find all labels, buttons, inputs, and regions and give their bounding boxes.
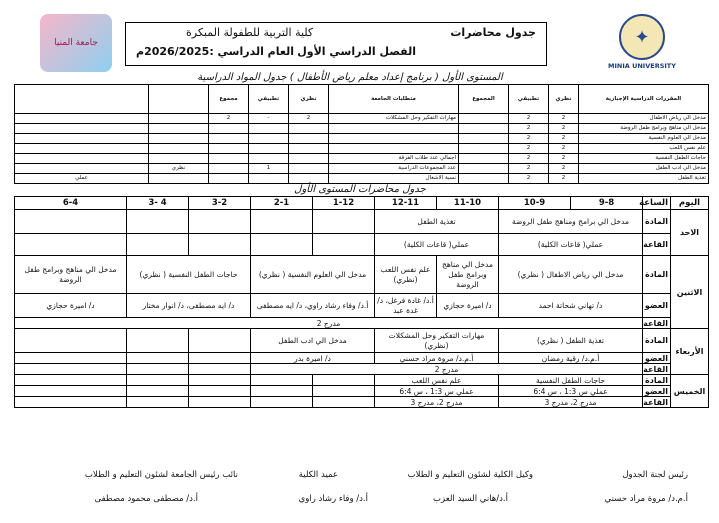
table-cell (289, 134, 329, 144)
table-cell (459, 154, 509, 164)
schedule-cell: مدخل الي رياض الاطفال ( نظري) (499, 256, 643, 294)
schedule-cell: أ.د/ وفاء رشاد راوي، د/ ايه مصطفى (251, 294, 375, 318)
table-cell (459, 164, 509, 174)
schedule-cell: مدرج 2، مدرج 3 (499, 397, 643, 408)
table-cell (289, 164, 329, 174)
table-cell (15, 154, 149, 164)
table-cell (329, 134, 459, 144)
table-header-cell: المقررات الدراسية الإجبارية (579, 85, 709, 114)
slot-header: 10-9 (499, 197, 571, 210)
table-cell: 2 (289, 114, 329, 124)
schedule-cell (15, 210, 127, 234)
schedule-cell (189, 364, 251, 375)
slot-header: 4 -3 (127, 197, 189, 210)
table-header-cell: متطلبات الجامعة (329, 85, 459, 114)
slot-header: 9-8 (571, 197, 643, 210)
schedule-cell: مدرج 2، مدرج 3 (375, 397, 499, 408)
table-cell (289, 154, 329, 164)
table-cell (209, 144, 249, 154)
schedule-cell (15, 353, 127, 364)
table-cell (209, 174, 249, 184)
schedule-cell (189, 397, 251, 408)
signature-name: أ.د/ مصطفى محمود مصطفى (94, 494, 198, 504)
schedule-cell (313, 210, 375, 234)
table-cell (249, 134, 289, 144)
row-label: المادة (643, 375, 671, 386)
schedule-table (14, 196, 709, 408)
table-row (15, 114, 709, 124)
day-sunday: الاحد (671, 210, 709, 256)
table-cell (329, 144, 459, 154)
schedule-cell (189, 210, 251, 234)
row-label: القاعة (643, 318, 671, 329)
schedule-cell (189, 234, 251, 256)
table-cell (149, 134, 209, 144)
schedule-cell (15, 386, 127, 397)
schedule-cell (251, 386, 313, 397)
table-cell (459, 144, 509, 154)
table-cell: مدخل الي العلوم النفسية (579, 134, 709, 144)
table-cell: 2 (509, 124, 549, 134)
table-cell (149, 144, 209, 154)
schedule-cell: مدخل الي مناهج وبرامج طفل الروضة (15, 256, 127, 294)
table-row (15, 210, 709, 234)
table-cell: اجمالي عدد طلاب الفرقة (329, 154, 459, 164)
table-cell (149, 114, 209, 124)
table-cell: 2 (509, 154, 549, 164)
schedule-cell: أ.د/ غادة فرغل، د/ غدة عبد (375, 294, 437, 318)
academic-year: العام الدراسي :2026/2025م (136, 45, 294, 58)
schedule-cell (189, 329, 251, 353)
table-cell: 2 (509, 164, 549, 174)
table-cell: علم نفس اللعب (579, 144, 709, 154)
schedule-cell (251, 234, 313, 256)
table-row (15, 375, 709, 386)
table-cell: - (249, 114, 289, 124)
table-header-cell: تطبيقي (509, 85, 549, 114)
schedule-cell: د/ اميرة حجازي (437, 294, 499, 318)
table-row (15, 329, 709, 353)
table-cell: 2 (509, 114, 549, 124)
signature-role: وكيل الكلية لشئون التعليم و الطلاب (407, 470, 533, 480)
table-cell (149, 174, 209, 184)
time-header: الساعة (643, 197, 671, 210)
schedule-cell: عملي( قاعات الكلية) (375, 234, 499, 256)
courses-table-header (15, 85, 709, 114)
schedule-cell (15, 364, 127, 375)
table-cell: نسبة الاشغال (329, 174, 459, 184)
table-cell (329, 124, 459, 134)
university-logo (608, 14, 676, 76)
slot-header: 11-10 (437, 197, 499, 210)
schedule-cell (15, 329, 127, 353)
table-row (15, 294, 709, 318)
table-cell: 2 (509, 134, 549, 144)
slot-header: 1-12 (313, 197, 375, 210)
schedule-section-title: جدول محاضرات المستوى الأول (294, 184, 426, 195)
table-row (15, 134, 709, 144)
table-header-cell: نظري (549, 85, 579, 114)
schedule-cell (127, 386, 189, 397)
schedule-cell (251, 210, 313, 234)
table-cell (249, 154, 289, 164)
schedule-cell: مدخل الي ادب الطفل (251, 329, 375, 353)
courses-table (14, 84, 709, 184)
schedule-cell: مدخل الي مناهج وبرامج طفل الروضة (437, 256, 499, 294)
table-cell: 1 (249, 164, 289, 174)
schedule-cell: مدخل الي برامج ومناهج طفل الروضة (499, 210, 643, 234)
table-cell (459, 174, 509, 184)
college-logo (40, 14, 112, 72)
schedule-cell: د/ تهاني شحاتة احمد (499, 294, 643, 318)
day-wednesday: الأربعاء (671, 329, 709, 375)
table-row (15, 154, 709, 164)
schedule-cell: مدخل الي العلوم النفسية ( نظري) (251, 256, 375, 294)
row-label: المادة (643, 329, 671, 353)
slot-header: 12-11 (375, 197, 437, 210)
schedule-cell (189, 353, 251, 364)
table-row (15, 124, 709, 134)
schedule-cell: تغذية الطفل (375, 210, 499, 234)
table-cell: مدخل الي مناهج وبرامج طفل الروضة (579, 124, 709, 134)
schedule-cell (127, 375, 189, 386)
schedule-cell (127, 353, 189, 364)
schedule-cell (189, 386, 251, 397)
table-cell (289, 174, 329, 184)
schedule-cell: مدرج 2 (251, 364, 643, 375)
row-label: القاعة (643, 364, 671, 375)
table-cell (149, 154, 209, 164)
day-thursday: الخميس (671, 375, 709, 408)
schedule-cell (313, 386, 375, 397)
schedule-cell (15, 234, 127, 256)
schedule-cell (251, 375, 313, 386)
table-header-cell: مجموع (209, 85, 249, 114)
table-cell (459, 134, 509, 144)
schedule-cell (313, 397, 375, 408)
table-cell: مدخل الي رياض الاطفال (579, 114, 709, 124)
schedule-cell: علم نفس اللعب (375, 375, 499, 386)
row-label: المادة (643, 256, 671, 294)
schedule-cell: تغذية الطفل ( نظري) (499, 329, 643, 353)
schedule-cell: د/ ايه مصطفى، د/ انوار مختار (127, 294, 251, 318)
table-header-cell (15, 85, 149, 114)
page-subtitle: المستوى الأول ( برنامج إعداد معلم رياض الأطفال ) جدول المواد الدراسية (197, 72, 503, 83)
signature-footer (14, 470, 708, 514)
table-cell (15, 144, 149, 154)
table-cell (149, 124, 209, 134)
table-cell (15, 114, 149, 124)
day-monday: الاثنين (671, 256, 709, 329)
table-cell: مدخل الي ادب الطفل (579, 164, 709, 174)
table-cell: 2 (549, 174, 579, 184)
schedule-header-row (15, 197, 709, 210)
schedule-cell: مدرج 2 (15, 318, 643, 329)
table-cell: 2 (549, 144, 579, 154)
schedule-cell (127, 364, 189, 375)
table-row (15, 397, 709, 408)
signature-name: أ.د/ وفاء رشاد راوي (298, 494, 368, 504)
table-cell (289, 144, 329, 154)
schedule-cell (127, 210, 189, 234)
table-row (15, 353, 709, 364)
schedule-cell: مهارات التفكير وحل المشكلات (نظري) (375, 329, 499, 353)
schedule-cell (251, 397, 313, 408)
table-row (15, 164, 709, 174)
table-cell: 2 (509, 174, 549, 184)
college-logo-text: جامعة المنيا (54, 38, 98, 48)
table-row (15, 256, 709, 294)
schedule-cell (313, 234, 375, 256)
faculty-name: كلية التربية للطفولة المبكرة (186, 26, 314, 39)
table-cell (15, 164, 149, 174)
table-cell (459, 124, 509, 134)
schedule-cell: أ.م.د/ مروة مراد حسني (375, 353, 499, 364)
table-cell: 2 (549, 114, 579, 124)
table-cell: 2 (549, 124, 579, 134)
table-header-cell: المجموع (459, 85, 509, 114)
table-cell: 2 (509, 144, 549, 154)
schedule-cell: حاجات الطفل النفسية ( نظري) (127, 256, 251, 294)
schedule-cell: د/ اميرة بدر (251, 353, 375, 364)
table-cell: 2 (549, 164, 579, 174)
table-row (15, 318, 709, 329)
table-cell: عدد المجموعات الدراسية (329, 164, 459, 174)
table-cell (209, 154, 249, 164)
table-row (15, 364, 709, 375)
row-label: القاعة (643, 234, 671, 256)
table-cell (15, 134, 149, 144)
schedule-cell: عملي( قاعات الكلية) (499, 234, 643, 256)
signature-role: عميد الكلية (298, 470, 338, 480)
table-cell: 2 (549, 154, 579, 164)
schedule-cell: عملي س 1:3 ، س 6:4 (499, 386, 643, 397)
schedule-cell (15, 397, 127, 408)
university-seal-icon: ✦ (619, 14, 665, 60)
slot-header: 6-4 (15, 197, 127, 210)
schedule-cell (189, 375, 251, 386)
slot-header: 2-1 (251, 197, 313, 210)
table-cell (459, 114, 509, 124)
table-row (15, 144, 709, 154)
table-cell (289, 124, 329, 134)
signature-role: رئيس لجنة الجدول (622, 470, 688, 480)
table-cell (209, 124, 249, 134)
table-cell (209, 164, 249, 174)
table-cell (249, 144, 289, 154)
schedule-cell: حاجات الطفل النفسية (499, 375, 643, 386)
table-cell: 2 (549, 134, 579, 144)
table-row (15, 234, 709, 256)
table-cell (249, 174, 289, 184)
table-cell: 2 (209, 114, 249, 124)
slot-header: 3-2 (189, 197, 251, 210)
table-cell: حاجات الطفل النفسية (579, 154, 709, 164)
day-header: اليوم (671, 197, 709, 210)
table-header-cell (149, 85, 209, 114)
table-cell: تغذية الطفل (579, 174, 709, 184)
table-cell (209, 134, 249, 144)
row-label: القاعة (643, 397, 671, 408)
row-label: العضو (643, 353, 671, 364)
row-label: المادة (643, 210, 671, 234)
table-cell: نظري (149, 164, 209, 174)
semester: الفصل الدراسي الأول (297, 45, 416, 58)
schedule-cell: علم نفس اللعب (نظري) (375, 256, 437, 294)
title-box (125, 22, 547, 66)
table-header-cell: نظري (289, 85, 329, 114)
table-cell: عملي (15, 174, 149, 184)
table-cell: مهارات التفكير وحل المشكلات (329, 114, 459, 124)
schedule-cell: أ.م.د/ رقية رمضان (499, 353, 643, 364)
university-logo-text: MINIA UNIVERSITY (608, 62, 676, 70)
row-label: العضو (643, 294, 671, 318)
schedule-cell (127, 397, 189, 408)
table-row (15, 386, 709, 397)
table-header-cell: تطبيقي (249, 85, 289, 114)
schedule-cell (15, 375, 127, 386)
signature-role: نائب رئيس الجامعة لشئون التعليم و الطلاب (84, 470, 238, 480)
table-cell (15, 124, 149, 134)
schedule-cell: عملي س 1:3 ، س 6:4 (375, 386, 499, 397)
schedule-cell (313, 375, 375, 386)
row-label: العضو (643, 386, 671, 397)
schedule-cell: د/ اميرة حجازي (15, 294, 127, 318)
signature-name: أ.م.د/ مروة مراد حسني (604, 494, 688, 504)
table-cell (249, 124, 289, 134)
schedule-cell (127, 234, 189, 256)
signature-name: أ.د/هاني السيد العزب (433, 494, 508, 504)
table-row (15, 174, 709, 184)
schedule-cell (127, 329, 189, 353)
schedule-title: جدول محاضرات (450, 26, 536, 39)
